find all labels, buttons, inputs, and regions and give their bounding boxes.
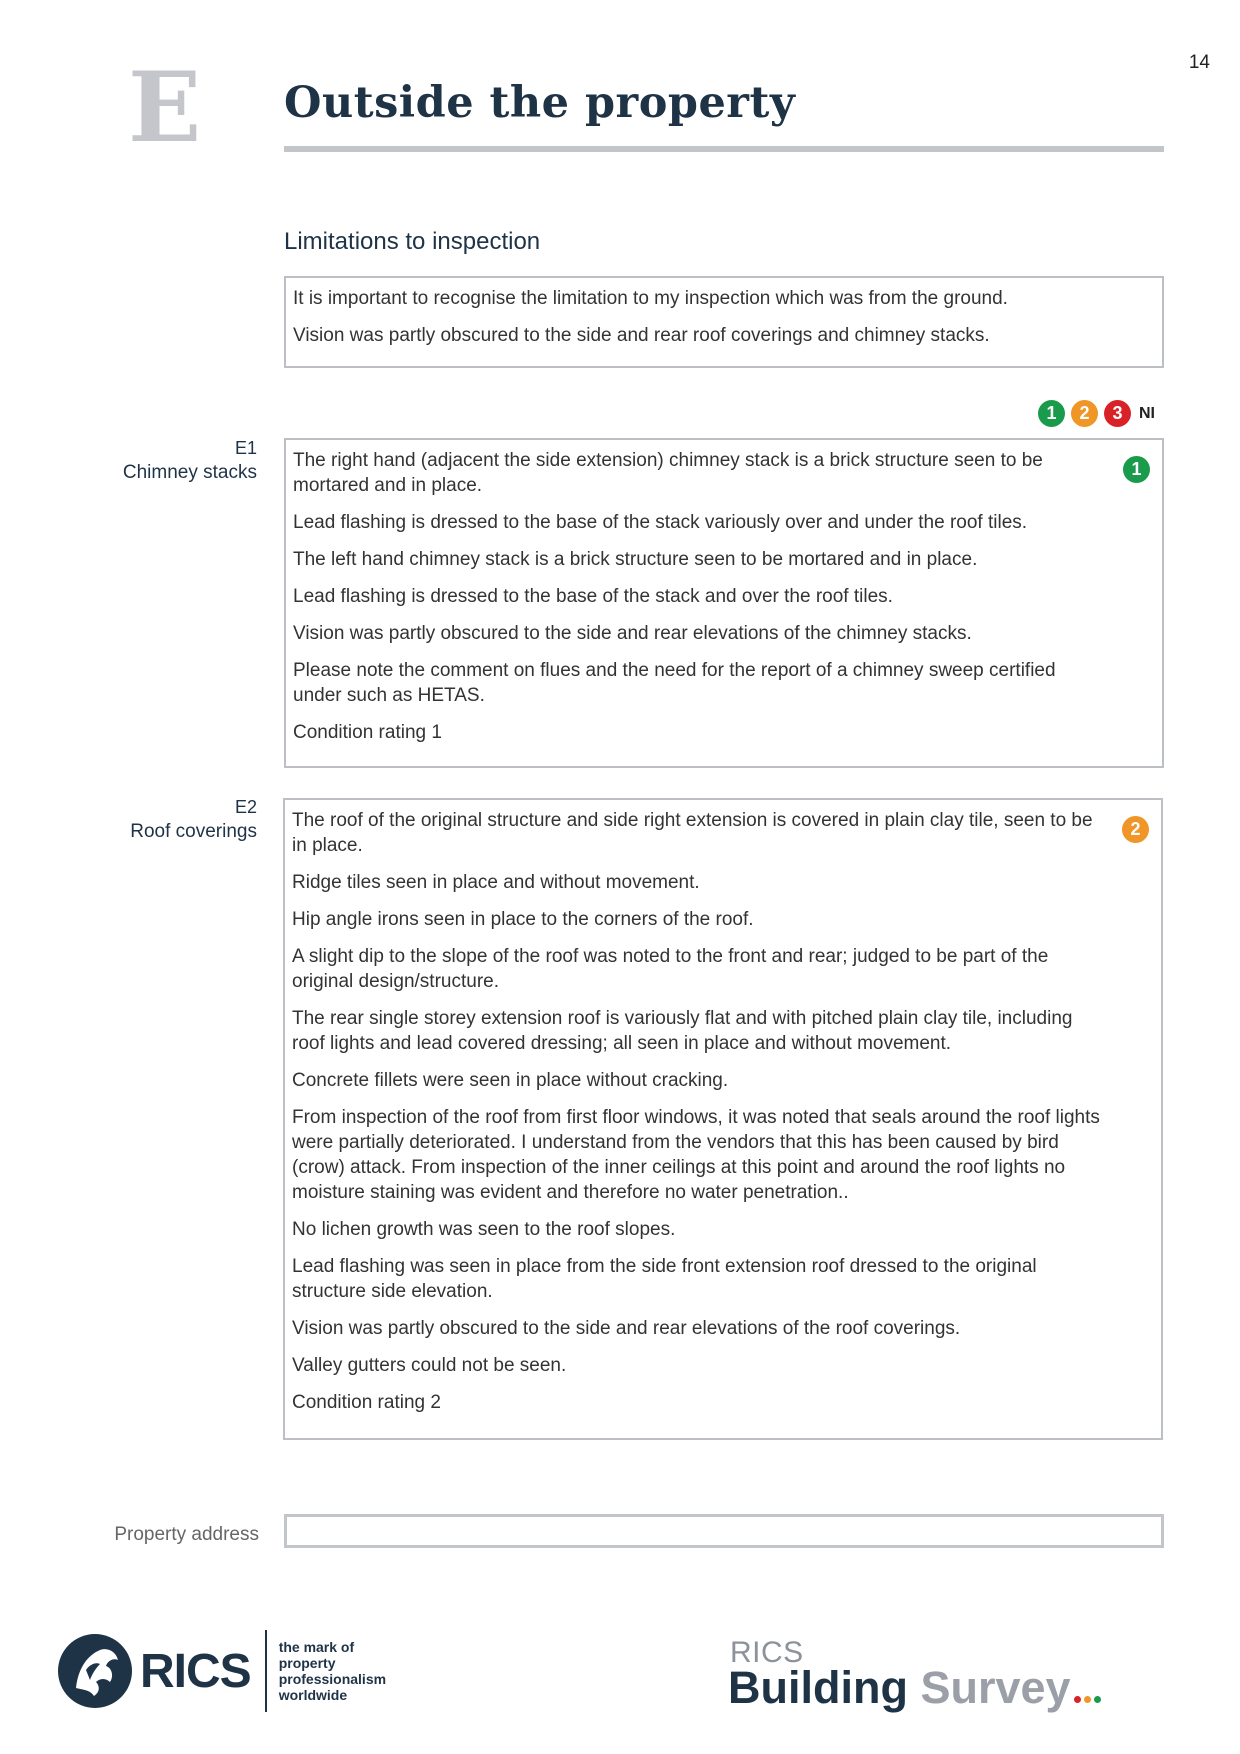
section-paragraph: Lead flashing is dressed to the base of the stack and over the roof tiles. <box>293 586 893 607</box>
brand-word-survey: Survey <box>920 1662 1071 1713</box>
property-address-label: Property address <box>114 1524 259 1545</box>
rics-logo-text: RICS <box>140 1644 251 1698</box>
section-paragraph: The right hand (adjacent the side extension) chimney stack is a brick structure seen to be mortared and in place. <box>293 450 1043 496</box>
section-letter: E <box>128 51 202 164</box>
rating-legend <box>1038 400 1155 427</box>
brand-dot <box>1084 1696 1091 1703</box>
section-paragraph: Ridge tiles seen in place and without movement. <box>292 872 700 893</box>
rating-3-icon: 3 <box>1104 400 1131 427</box>
not-inspected-label: NI <box>1139 404 1155 422</box>
roof-coverings-box <box>283 798 1163 1440</box>
section-paragraph: The left hand chimney stack is a brick structure seen to be mortared and in place. <box>293 549 978 570</box>
page-title: Outside the property <box>284 78 796 128</box>
section-paragraph: A slight dip to the slope of the roof was noted to the front and rear; judged to be part of the original design/structure. <box>292 946 1049 992</box>
section-paragraph: Vision was partly obscured to the side and rear elevations of the chimney stacks. <box>293 623 972 644</box>
section-paragraph: Concrete fillets were seen in place without cracking. <box>292 1070 729 1091</box>
tagline-line: property <box>278 1655 336 1671</box>
section-paragraph: Condition rating 1 <box>293 722 442 743</box>
section-paragraph: Lead flashing was seen in place from the side front extension roof dressed to the original structure side elevation. <box>292 1256 1037 1302</box>
limitations-box <box>284 276 1164 368</box>
rating-1-icon: 1 <box>1038 400 1065 427</box>
section-paragraph: Hip angle irons seen in place to the corners of the roof. <box>292 909 754 930</box>
section-paragraph: Condition rating 2 <box>292 1392 441 1413</box>
rics-logo <box>56 1630 386 1712</box>
tagline-line: professionalism <box>278 1671 387 1687</box>
section-code: E1 <box>234 438 257 458</box>
property-address-field[interactable] <box>284 1514 1164 1548</box>
condition-rating-icon: 1 <box>1123 456 1150 483</box>
section-paragraph: The rear single storey extension roof is variously flat and with pitched plain clay tile, including roof lights and lead covered dressing; all seen in place and without movement. <box>292 1008 1073 1054</box>
tagline-line: the mark of <box>278 1639 355 1655</box>
chimney-stacks-box <box>284 438 1164 768</box>
condition-rating-icon: 2 <box>1122 816 1149 843</box>
section-paragraph: Valley gutters could not be seen. <box>292 1355 567 1376</box>
brand-dot <box>1074 1696 1081 1703</box>
rating-2-icon: 2 <box>1071 400 1098 427</box>
section-name: Chimney stacks <box>122 462 257 483</box>
page-number: 14 <box>1188 52 1210 73</box>
section-paragraph: Lead flashing is dressed to the base of the stack variously over and under the roof tiles. <box>293 512 1028 533</box>
section-name: Roof coverings <box>130 821 257 842</box>
brand-dot <box>1094 1696 1101 1703</box>
tagline-line: worldwide <box>278 1687 348 1703</box>
tagline-divider <box>265 1630 267 1712</box>
brand-word-building: Building <box>728 1662 908 1713</box>
section-paragraph: Vision was partly obscured to the side and rear elevations of the roof coverings. <box>292 1318 961 1339</box>
section-code: E2 <box>234 797 257 817</box>
brand-rics-small: RICS <box>730 1636 804 1669</box>
limitations-paragraph: It is important to recognise the limitation to my inspection which was from the ground. <box>293 288 1008 309</box>
title-rule <box>284 146 1164 152</box>
limitations-paragraph: Vision was partly obscured to the side and rear roof coverings and chimney stacks. <box>293 325 990 346</box>
section-paragraph: No lichen growth was seen to the roof slopes. <box>292 1219 676 1240</box>
section-paragraph: From inspection of the roof from first floor windows, it was noted that seals around the roof lights were partially deteriorated. I understand from the vendors that this has been caused by bird (crow) attack. From inspection of the inner ceilings at this point and around the roof lights no moisture staining was evident and therefore no water penetration.. <box>292 1107 1100 1203</box>
section-paragraph: The roof of the original structure and side right extension is covered in plain clay tile, seen to be in place. <box>292 810 1093 856</box>
building-survey-logo <box>728 1662 1101 1714</box>
section-paragraph: Please note the comment on flues and the need for the report of a chimney sweep certified under such as HETAS. <box>293 660 1056 706</box>
rics-tagline <box>279 1639 386 1703</box>
rics-lion-icon <box>56 1630 134 1712</box>
limitations-heading: Limitations to inspection <box>284 228 541 255</box>
